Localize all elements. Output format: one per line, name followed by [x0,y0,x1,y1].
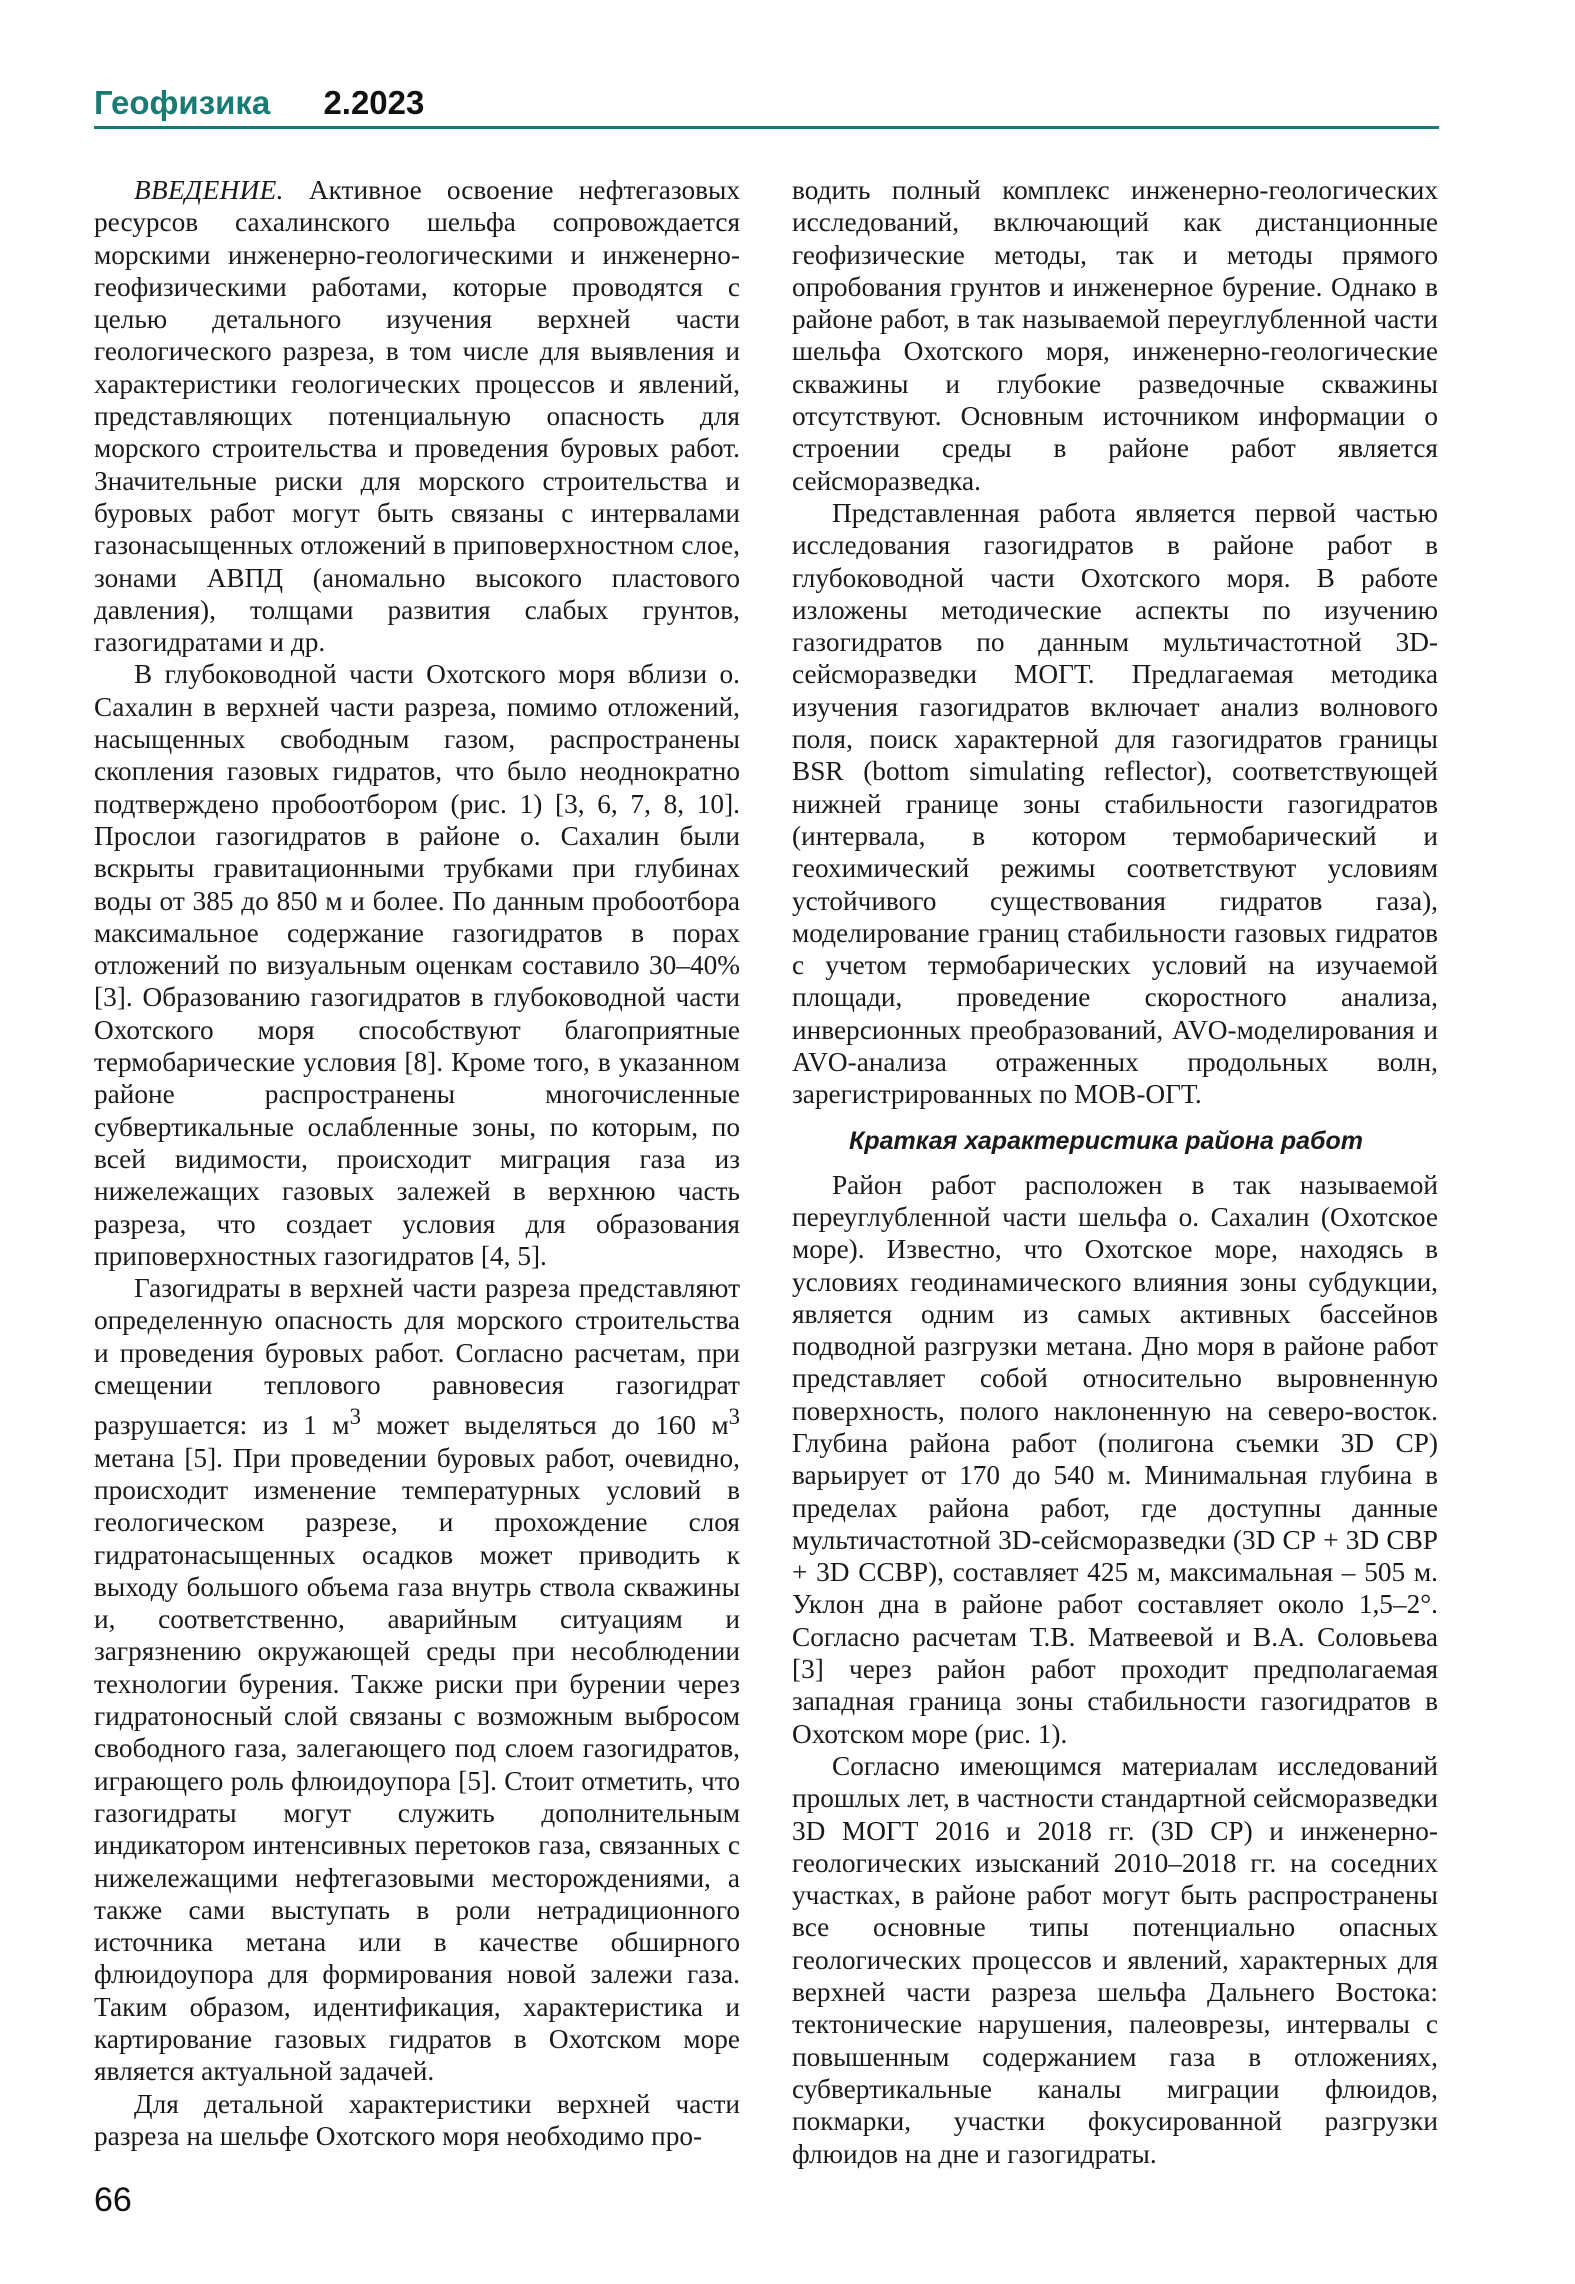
intro-text: Активное освоение нефтегазовых ресурсов сахалинского шельфа сопровождается морскими инженерно-геологическими и инженерно-геофизическими работами, которые проводятся с целью детального изучения верхней части геологического разреза, в том числе для выявления и характеристики геологических процессов и явлений, представляющих потенциальную опасность для морского строительства и проведения буровых работ. Значительные риски для морского строительства и буровых работ могут быть связаны с интервалами газонасыщенных отложений в приповерхностном слое, зонами АВПД (аномально высокого пластового давления), толщами развития слабых грунтов, газогидратами и др. [94,175,740,658]
left-column [94,174,740,2152]
running-header [94,80,1439,129]
paragraph-okhotsk-sea: В глубоководной части Охотского моря вблизи о. Сахалин в верхней части разреза, помимо отложений, насыщенных свободным газом, распространены скопления газовых гидратов, что было неоднократно подтверждено пробоотбором (рис. 1) [3, 6, 7, 8, 10]. Прослои газогидратов в районе о. Сахалин были вскрыты гравитационными трубками при глубинах воды от 385 до 850 м и более. По данным пробоотбора максимальное содержание газогидратов в порах отложений по визуальным оценкам составило 30–40% [3]. Образованию газогидратов в глубоководной части Охотского моря способствуют благоприятные термобарические условия [8]. Кроме того, в указанном районе распространены многочисленные субвертикальные ослабленные зоны, по которым, по всей видимости, происходит миграция газа из нижележащих газовых залежей в верхнюю часть разреза, что создает условия для образования приповерхностных газогидратов [4, 5]. [94,659,740,1271]
paragraph-methodology: Представленная работа является первой частью исследования газогидратов в районе работ в глубоководной части Охотского моря. В работе изложены методические аспекты по изучению газогидратов по данным мультичастотной 3D-сейсморазведки МОГТ. Предлагаемая методика изучения газогидратов включает анализ волнового поля, поиск характерной для газогидратов границы BSR (bottom simulating reflector), соответствующей нижней границе зоны стабильности газогидратов (интервала, в котором термобарический и геохимический режимы соответствуют условиям устойчивого существования гидратов газа), моделирование границ стабильности газовых гидратов с учетом термобарических условий на изучаемой площади, проведение скоростного анализа, инверсионных преобразований, AVO-моделирования и AVO-анализа отраженных продольных волн, зарегистрированных по МОВ-ОГТ. [792,497,1438,1110]
paragraph-geohazards: Согласно имеющимся материалам исследований прошлых лет, в частности стандартной сейсморазведки 3D МОГТ 2016 и 2018 гг. (3D СР) и инженерно-геологических изысканий 2010–2018 гг. на соседних участках, в районе работ могут быть распространены все основные типы потенциально опасных геологических процессов и явлений, характерных для верхней части разреза шельфа Дальнего Востока: тектонические нарушения, палеоврезы, интервалы с повышенным содержанием газа в отложениях, субвертикальные каналы миграции флюидов, покмарки, участки фокусированной разгрузки флюидов на дне и газогидраты. [792,1750,1438,2169]
right-column [792,174,1438,2170]
section-heading: Краткая характеристика района работ [849,1126,1364,1155]
page-number: 66 [94,2181,132,2219]
intro-paragraph [94,174,740,658]
issue-number: 2.2023 [323,84,425,121]
journal-title: Геофизика [94,84,271,121]
paragraph-study-area: Район работ расположен в так называемой переуглубленной части шельфа о. Сахалин (Охотское море). Известно, что Охотское море, находясь в условиях геодинамического влияния зоны субдукции, является одним из самых активных бассейнов подводной разгрузки метана. Дно моря в районе работ представляет собой относительно выровненную поверхность, полого наклоненную на северо-восток. Глубина района работ (полигона съемки 3D СР) варьирует от 170 до 540 м. Минимальная глубина в пределах района работ, где доступны данные мультичастотной 3D-сейсморазведки (3D СР + 3D СВР + 3D ССВР), составляет 425 м, максимальная – 505 м. Уклон дна в районе работ составляет около 1,5–2°. Согласно расчетам Т.В. Матвеевой и В.А. Соловьева [3] через район работ проходит предполагаемая западная граница зоны стабильности газогидратов в Охотском море (рис. 1). [792,1169,1438,1749]
paragraph-detailed-characterization: Для детальной характеристики верхней части разреза на шельфе Охотского моря необходимо про- [94,2088,740,2151]
paragraph-continued: водить полный комплекс инженерно-геологических исследований, включающий как дистанционные геофизические методы, так и методы прямого опробования грунтов и инженерное бурение. Однако в районе работ, в так называемой переуглубленной части шельфа Охотского моря, инженерно-геологические скважины и глубокие разведочные скважины отсутствуют. Основным источником информации о строении среды в районе работ является сейсморазведка. [792,175,1438,496]
intro-label: ВВЕДЕНИЕ. [134,175,284,205]
paragraph-gas-hydrate-risks: Газогидраты в верхней части разреза представляют определенную опасность для морского строительства и проведения буровых работ. Согласно расчетам, при смещении теплового равновесия газогидрат разрушается: из 1 $м^3$ может выделяться до 160 $м^3$ метана [5]. При проведении буровых работ, очевидно, происходит изменение температурных условий в геологическом разрезе, и прохождение слоя гидратонасыщенных осадков может приводить к выходу большого объема газа внутрь ствола скважины и, соответственно, аварийным ситуациям и загрязнению окружающей среды при несоблюдении технологии бурения. Также риски при бурении через гидратоносный слой связаны с возможным выбросом свободного газа, залегающего под слоем газогидратов, играющего роль флюидоупора [5]. Стоит отметить, что газогидраты могут служить дополнительным индикатором интенсивных перетоков газа, связанных с нижележащими нефтегазовыми месторождениями, а также сами выступать в роли нетрадиционного источника метана или в качестве обширного флюидоупора для формирования новой залежи газа. Таким образом, идентификация, характеристика и картирование газовых гидратов в Охотском море является актуальной задачей. [94,1273,741,2087]
